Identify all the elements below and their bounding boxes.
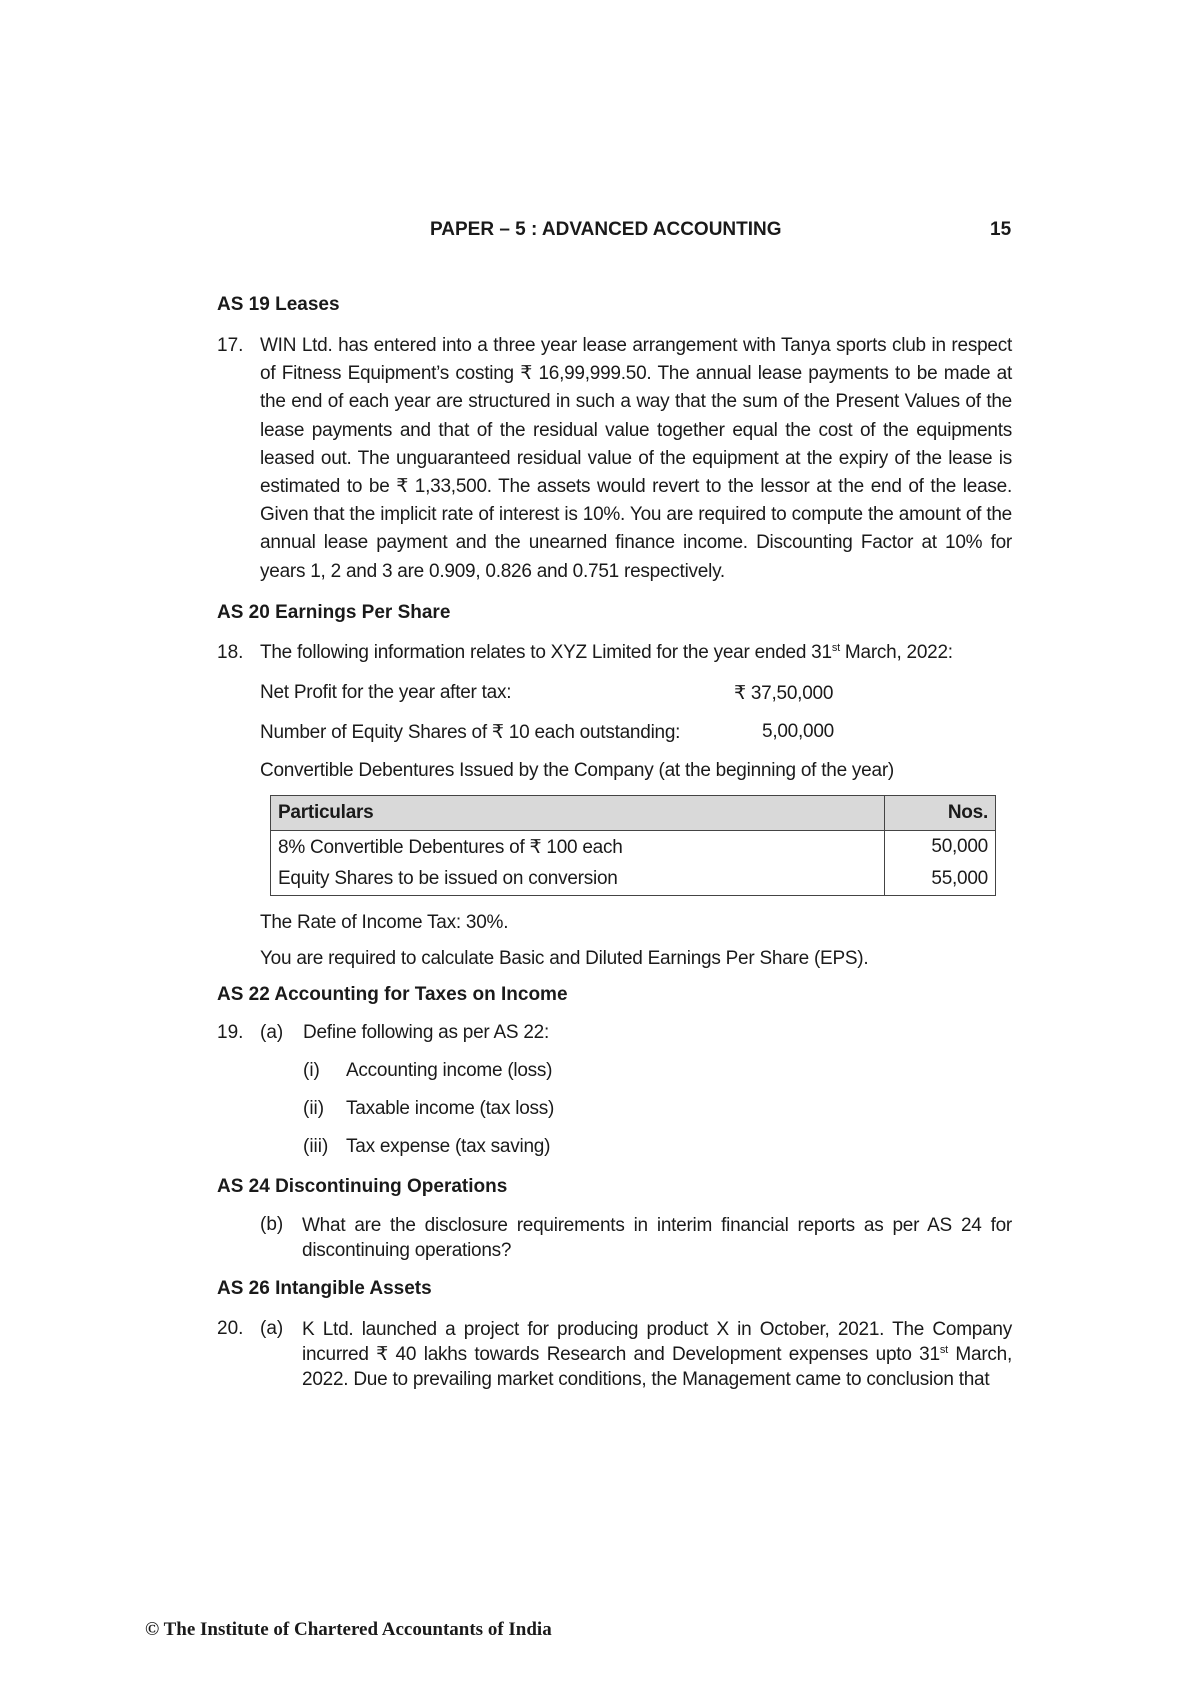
section-heading-as22: AS 22 Accounting for Taxes on Income xyxy=(217,984,568,1005)
equity-shares-value: 5,00,000 xyxy=(762,721,834,742)
list-item: Taxable income (tax loss) xyxy=(346,1098,555,1119)
table-cell: 50,000 xyxy=(885,831,996,864)
question-18-intro: The following information relates to XYZ Limited for the year ended 31st March, 2022: xyxy=(260,642,953,663)
question-number-17: 17. xyxy=(217,335,244,356)
question-number-19: 19. xyxy=(217,1022,244,1043)
table-header-row xyxy=(271,796,996,831)
debentures-heading: Convertible Debentures Issued by the Company (at the beginning of the year) xyxy=(260,760,894,781)
section-heading-as26: AS 26 Intangible Assets xyxy=(217,1278,432,1299)
page-number: 15 xyxy=(990,219,1012,240)
section-heading-as19: AS 19 Leases xyxy=(217,294,340,315)
convertible-debentures-table xyxy=(270,795,996,896)
net-profit-label: Net Profit for the year after tax: xyxy=(260,682,512,703)
list-item: Accounting income (loss) xyxy=(346,1060,553,1081)
list-item-label: (ii) xyxy=(303,1098,325,1119)
table-row xyxy=(271,831,996,864)
table-cell: 8% Convertible Debentures of ₹ 100 each xyxy=(271,831,885,864)
section-heading-as24: AS 24 Discontinuing Operations xyxy=(217,1176,508,1197)
list-item-label: (i) xyxy=(303,1060,320,1081)
question-19-part-a-label: (a) xyxy=(260,1022,284,1043)
footer-copyright: © The Institute of Chartered Accountants of India xyxy=(145,1619,552,1640)
table-cell: Equity Shares to be issued on conversion xyxy=(271,863,885,896)
question-19-part-a-text: Define following as per AS 22: xyxy=(303,1022,549,1043)
question-number-18: 18. xyxy=(217,642,244,663)
question-20-part-a-text: K Ltd. launched a project for producing product X in October, 2021. The Company incurred ₹ 40 lakhs towards Research and Development expenses upto 31st March, 2022. Due to prevailing market conditions, the Management came to conclusion that xyxy=(302,1319,1012,1390)
tax-rate-text: The Rate of Income Tax: 30%. xyxy=(260,912,509,933)
list-item: Tax expense (tax saving) xyxy=(346,1136,551,1157)
table-row xyxy=(271,863,996,896)
list-item-label: (iii) xyxy=(303,1136,329,1157)
question-number-20: 20. xyxy=(217,1318,244,1339)
net-profit-value: ₹ 37,50,000 xyxy=(734,683,834,704)
page-header-title: PAPER – 5 : ADVANCED ACCOUNTING xyxy=(430,219,782,240)
section-heading-as20: AS 20 Earnings Per Share xyxy=(217,602,451,623)
column-header-nos: Nos. xyxy=(885,796,996,831)
column-header-particulars: Particulars xyxy=(271,796,885,831)
question-19-part-b-label: (b) xyxy=(260,1214,284,1235)
question-17-text: WIN Ltd. has entered into a three year lease arrangement with Tanya sports club in respect of Fitness Equipment’s costing ₹ 16,99,999.50. The annual lease payments to be made at the end of each year are structured in such a way that the sum of the Present Values of the lease payments and that of the residual value together equal the cost of the equipments leased out. The unguaranteed residual value of the equipment at the expiry of the lease is estimated to be ₹ 1,33,500. The assets would revert to the lessor at the end of the lease. Given that the implicit rate of interest is 10%. You are required to compute the amount of the annual lease payment and the unearned finance income. Discounting Factor at 10% for years 1, 2 and 3 are 0.909, 0.826 and 0.751 respectively. xyxy=(260,335,1012,582)
table-cell: 55,000 xyxy=(885,863,996,896)
question-20-part-a-label: (a) xyxy=(260,1318,284,1339)
question-18-requirement: You are required to calculate Basic and Diluted Earnings Per Share (EPS). xyxy=(260,948,869,969)
question-19-part-b-text: What are the disclosure requirements in interim financial reports as per AS 24 for discontinuing operations? xyxy=(302,1215,1012,1261)
equity-shares-label: Number of Equity Shares of ₹ 10 each outstanding: xyxy=(260,722,681,743)
